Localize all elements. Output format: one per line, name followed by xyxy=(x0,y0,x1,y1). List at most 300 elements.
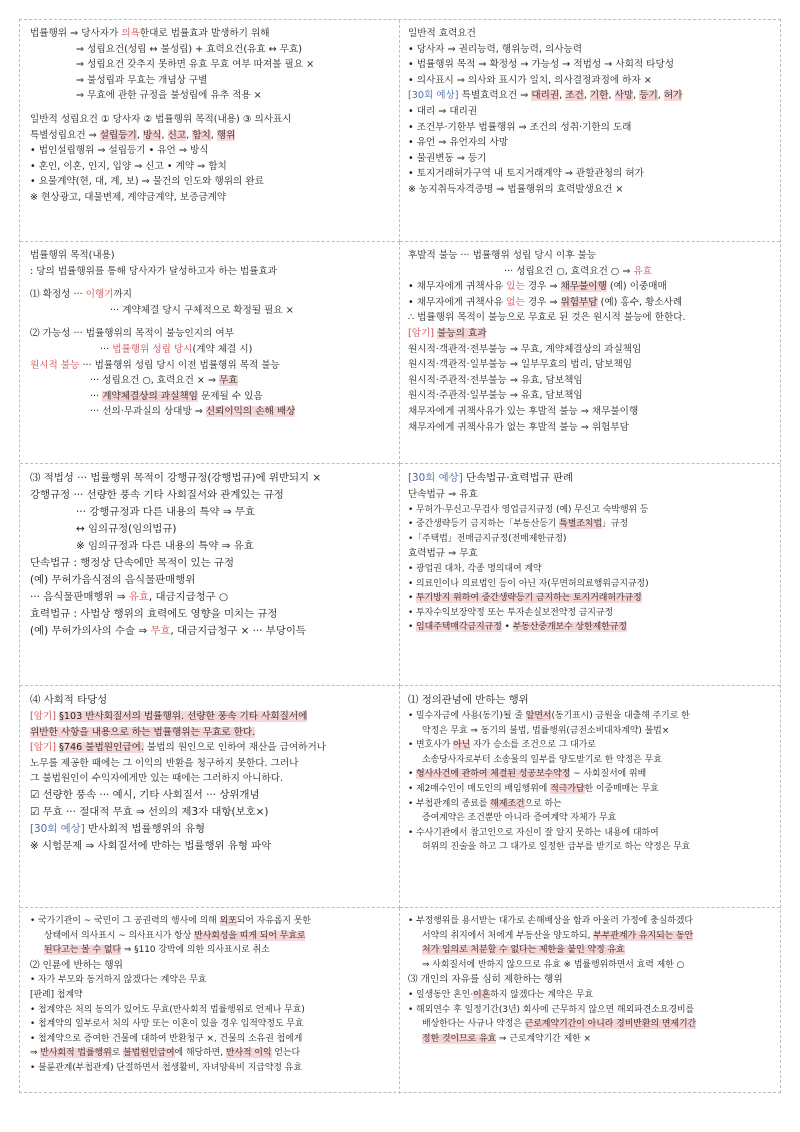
note-line xyxy=(408,562,772,577)
highlighted-text: 위험부담 xyxy=(560,296,598,308)
note-line xyxy=(408,279,772,295)
note-line xyxy=(30,1032,391,1047)
note-text: • 해외연수 후 일정기간(3년) 회사에 근무하지 않으면 해외파견소요경비를 xyxy=(408,1004,695,1015)
emphasis-text: 법률행위 성립 당시 xyxy=(112,343,193,355)
note-text: ··· 강행규정과 다른 내용의 특약 ⇒ 무효 xyxy=(76,506,255,518)
note-line xyxy=(408,914,772,929)
note-line xyxy=(408,310,772,326)
emphasis-text: 무효 xyxy=(150,625,171,637)
note-text: (예) 무허가의사의 수술 ⇒ xyxy=(30,625,151,637)
note-line xyxy=(30,958,391,974)
note-line xyxy=(408,620,772,635)
note-cell-4 xyxy=(400,242,780,464)
note-line xyxy=(30,943,391,958)
note-text: • 조건부·기한부 법률행위 ⇒ 조건의 성취·기한의 도래 xyxy=(408,121,632,133)
note-text: 효력법규 : 사법상 행위의 효력에도 영향을 미치는 규정 xyxy=(30,608,278,620)
note-text: 강행규정 ··· 선량한 풍속 기타 사회질서와 관계있는 규정 xyxy=(30,489,284,501)
note-line xyxy=(30,1003,391,1018)
exam-tag: [30회 예상] xyxy=(408,90,459,102)
note-line xyxy=(408,782,772,797)
highlighted-text: 투기방지 위하여 중간생략등기 금지하는 토지거래허가규정 xyxy=(416,593,642,604)
note-line xyxy=(408,767,772,782)
note-line xyxy=(30,804,391,821)
highlighted-text: 형사사건에 관하여 체결된 성공보수약정 xyxy=(416,769,571,780)
note-text: 채무자에게 귀책사유가 없는 후발적 불능 ⇒ 위험부담 xyxy=(408,421,629,433)
note-text: 한 이중매매는 무효 xyxy=(584,783,659,794)
note-line xyxy=(30,572,391,589)
note-line xyxy=(30,914,391,929)
note-line xyxy=(408,326,772,342)
exam-tag: [30회 예상] xyxy=(408,472,463,484)
note-text: 까지 xyxy=(113,289,133,301)
note-text: • 부첩관계의 종료를 xyxy=(408,798,491,809)
note-line xyxy=(408,342,772,358)
note-text: ⇒ 성립요건(성립 ↔ 불성립) + 효력요건(유효 ↔ 무효) xyxy=(76,43,303,55)
note-text: 법률행위 목적(내용) xyxy=(30,250,115,261)
note-text: • 혼인, 이혼, 인지, 입양 ⇒ 신고 • 계약 ⇒ 합치 xyxy=(30,160,227,172)
note-text: (예) 홍수, 황소사례 xyxy=(597,296,683,308)
note-text: • xyxy=(408,622,417,633)
note-line xyxy=(408,591,772,606)
note-line xyxy=(408,811,772,826)
note-line xyxy=(30,318,391,326)
note-line xyxy=(30,1017,391,1032)
note-line xyxy=(408,470,772,487)
note-line xyxy=(408,943,772,958)
highlighted-text: 부동산중개보수 상한제한규정 xyxy=(512,622,627,633)
note-line xyxy=(408,1003,772,1018)
note-text: • 첩계약은 처의 동의가 있어도 무효(반사회적 법률행위로 언제나 무효) xyxy=(30,1004,305,1015)
note-text: • 투자수익보장약정 또는 투자손실보전약정 금지규정 xyxy=(408,607,614,618)
note-text: • 대리 ⇒ 대리권 xyxy=(408,105,478,117)
note-line xyxy=(30,373,391,389)
note-cell-6 xyxy=(400,464,780,686)
highlighted-text: 조건 xyxy=(565,90,584,102)
note-text: , xyxy=(559,90,566,102)
highlighted-text: 근로계약기간이 아니라 경비반환의 면제기간 xyxy=(524,1019,697,1030)
note-text: 효력법규 ⇒ 무효 xyxy=(408,548,478,560)
note-text: ∴ 법률행위 목적이 불능으로 무효로 된 것은 원시적 불능에 한한다. xyxy=(408,312,686,324)
note-line xyxy=(408,73,772,89)
note-line xyxy=(30,88,391,104)
note-line xyxy=(30,973,391,988)
note-text: 되어 자유롭지 못한 xyxy=(236,916,311,926)
highlighted-text: 신고 xyxy=(167,129,187,141)
note-line xyxy=(408,295,772,311)
note-line xyxy=(30,606,391,623)
note-line xyxy=(30,771,391,787)
note-line xyxy=(408,929,772,944)
highlighted-text: 등기 xyxy=(639,90,658,102)
highlighted-text: 임대주택매각금지규정 xyxy=(416,622,502,633)
note-line xyxy=(30,725,391,741)
note-text: ··· 법률행위 성립 당시 이전 법률행위 목적 불능 xyxy=(79,359,280,371)
note-line xyxy=(30,159,391,175)
note-text: 자가 승소를 조건으로 그 대가로 xyxy=(470,740,596,751)
note-line xyxy=(30,303,391,319)
note-text: • 밀수자금에 사용(동기)될 줄 xyxy=(408,711,526,721)
highlighted-text: 무효 xyxy=(219,375,238,387)
note-text: 에 해당하면, xyxy=(174,1048,226,1059)
note-text: • 일생동안 혼인· xyxy=(408,989,474,1000)
note-text: 소송당사자로부터 소송물의 일부를 양도받기로 한 약정은 무효 xyxy=(422,754,662,765)
note-line xyxy=(408,532,772,547)
note-text: ⇒ §110 강박에 의한 의사표시로 취소 xyxy=(121,945,270,956)
note-text: ⇒ 사회질서에 반하지 않으므로 유효 ※ 법률행위하면서 효력 제한 ○ xyxy=(422,959,685,970)
note-text: 증여계약은 조건뿐만 아니라 증여계약 자체가 무효 xyxy=(422,813,617,824)
highlighted-text: 계약체결상의 과실책임 xyxy=(102,390,198,402)
note-text: ※ 시험문제 ⇒ 사회질서에 반하는 법률행위 유형 파악 xyxy=(30,839,272,852)
note-text: , xyxy=(210,129,217,141)
note-text: • 채무자에게 귀책사유 xyxy=(408,281,507,293)
study-sheet xyxy=(19,19,781,1093)
note-text: ~ 사회질서에 위배 xyxy=(570,769,647,780)
note-text: ⇒ xyxy=(30,1048,41,1059)
note-text: • xyxy=(408,593,417,604)
note-text: 불법의 원인으로 인하여 재산을 급여하거나 xyxy=(143,742,326,754)
note-text: , xyxy=(583,90,590,102)
note-text: • 물권변동 ⇒ 등기 xyxy=(408,152,487,164)
note-line xyxy=(30,404,391,420)
note-text: 후발적 불능 ··· 법률행위 성립 당시 이후 불능 xyxy=(408,250,597,261)
note-text: • xyxy=(501,622,513,633)
note-line xyxy=(408,738,772,753)
note-text: , xyxy=(657,90,664,102)
note-text: 특별효력요건 ⇒ xyxy=(458,90,532,102)
note-text: ··· 성립요건 ○, 효력요건 ○ ⇒ xyxy=(504,265,634,277)
note-text: ⑶ 개인의 자유를 심히 제한하는 행위 xyxy=(408,974,563,986)
note-line xyxy=(408,26,772,42)
note-text: 채무자에게 귀책사유가 있는 후발적 불능 ⇒ 채무불이행 xyxy=(408,405,639,417)
note-line xyxy=(408,577,772,592)
highlighted-text: 이혼 xyxy=(473,989,491,1000)
note-text: • 광업권 대차, 각종 명의대여 계약 xyxy=(408,563,542,574)
note-line xyxy=(30,929,391,944)
note-line xyxy=(30,389,391,405)
note-text: • 첩계약의 일부로서 처의 사망 또는 이혼이 있을 경우 입적약정도 무효 xyxy=(30,1019,304,1030)
note-text: 반사회적 법률행위의 유형 xyxy=(84,822,206,835)
note-text: 단속법규·효력법규 판례 xyxy=(462,472,574,484)
note-line xyxy=(30,358,391,374)
note-text: [판례] 첩계약 xyxy=(30,989,83,1000)
note-line xyxy=(408,135,772,151)
note-line xyxy=(408,57,772,73)
note-text: , xyxy=(186,129,193,141)
highlighted-text: 사망 xyxy=(614,90,634,102)
note-text: , xyxy=(161,129,168,141)
note-text: 」규정 xyxy=(602,519,629,530)
note-text: • 법인설립행위 ⇒ 설립등기 • 유언 ⇒ 방식 xyxy=(30,145,209,157)
note-text: 그 불법원인이 수익자에게만 있는 때에는 그러하지 아니하다. xyxy=(30,773,284,785)
note-line xyxy=(30,73,391,89)
highlighted-text: 처가 임의로 처분할 수 없다는 제한을 붙인 약정 유효 xyxy=(422,945,625,956)
note-text: ☑ 선량한 풍속 ··· 예시, 기타 사회질서 ··· 상위개념 xyxy=(30,788,260,801)
note-line xyxy=(408,840,772,855)
highlighted-text: 부부관계가 유지되는 동안 xyxy=(593,930,694,941)
note-text: 서약의 취지에서 처에게 부동산을 양도하되, xyxy=(422,930,594,941)
note-line xyxy=(408,264,772,280)
note-cell-1 xyxy=(20,20,400,242)
note-line xyxy=(30,709,391,725)
emphasis-text: 이행기 xyxy=(85,289,114,301)
note-text: 원시적·주관적·전부불능 ⇒ 유효, 담보책임 xyxy=(408,374,583,386)
highlighted-text: 반사적 이익 xyxy=(225,1048,272,1059)
note-cell-9 xyxy=(20,908,400,1094)
highlighted-text: 채무불이행 xyxy=(560,281,607,293)
note-line xyxy=(30,555,391,572)
note-line xyxy=(408,104,772,120)
note-cell-10 xyxy=(400,908,780,1094)
note-text: 로 xyxy=(111,1048,124,1059)
note-text: • 중간생략등기 금지하는「부동산등기 xyxy=(408,519,560,530)
note-line xyxy=(408,724,772,739)
note-text: ··· 계약체결 당시 구체적으로 확정될 필요 × xyxy=(110,304,294,316)
note-text: ※ 농지취득자격증명 ⇒ 법률행위의 효력발생요건 × xyxy=(408,183,624,195)
emphasis-text: 있는 xyxy=(506,281,525,293)
note-text: ⑴ 정의관념에 반하는 행위 xyxy=(408,694,529,706)
emphasis-text: 의욕 xyxy=(121,28,140,39)
note-text: 원시적·객관적·전부불능 ⇒ 무효, 계약체결상의 과실책임 xyxy=(408,343,642,355)
note-text: ⑴ 확정성 ··· xyxy=(30,289,86,301)
emphasis-text: 유효 xyxy=(633,265,652,277)
note-line xyxy=(408,166,772,182)
note-text: 특별성립요건 ⇒ xyxy=(30,129,100,141)
note-line xyxy=(30,287,391,303)
note-text: • 유언 ⇒ 유언자의 사망 xyxy=(408,137,509,149)
note-line xyxy=(408,692,772,709)
note-line xyxy=(30,112,391,128)
exam-tag: [30회 예상] xyxy=(30,822,85,835)
note-text: • 첩계약으로 증여한 건물에 대하여 반환청구 ×, 건물의 소유권 첩에게 xyxy=(30,1033,303,1044)
highlighted-text: 정한 것이므로 유효 xyxy=(422,1033,497,1044)
note-line xyxy=(408,388,772,404)
note-text: ↔ 임의규정(임의법규) xyxy=(76,523,177,535)
note-line xyxy=(30,279,391,287)
note-text: 허위의 진술을 하고 그 대가로 일정한 급부를 받기로 하는 약정은 무효 xyxy=(422,842,691,853)
highlighted-text: §103 반사회질서의 법률행위. 선량한 풍속 기타 사회질서에 xyxy=(59,711,308,722)
note-text: ⇒ 근로계약기간 제한 × xyxy=(496,1033,591,1044)
highlighted-text: 적극가담 xyxy=(550,783,585,794)
emphasis-text: [암기] xyxy=(30,742,57,754)
note-text: 일반적 효력요건 xyxy=(408,28,476,39)
note-text: 단속법규 ⇒ 유효 xyxy=(408,489,478,500)
note-line xyxy=(30,174,391,190)
note-line xyxy=(30,42,391,58)
note-line xyxy=(30,787,391,804)
note-line xyxy=(408,958,772,973)
emphasis-text: 원시적 불능 xyxy=(30,359,80,371)
note-line xyxy=(408,248,772,264)
note-cell-5 xyxy=(20,464,400,686)
note-line xyxy=(30,26,391,42)
highlighted-text: 특별조치법 xyxy=(559,519,603,530)
note-text: ··· 성립요건 ○, 효력요건 × ⇒ xyxy=(90,375,220,387)
note-text: , xyxy=(136,129,143,141)
note-line xyxy=(30,1061,391,1076)
note-text: ※ 현상광고, 대물변제, 계약금계약, 보증금계약 xyxy=(30,191,227,203)
highlighted-text: 대리권 xyxy=(531,90,560,102)
note-text: 경우 ⇒ xyxy=(524,296,561,308)
highlighted-text: 설립등기 xyxy=(99,129,137,141)
note-cell-2 xyxy=(400,20,780,242)
note-text: 상태에서 의사표시 ~ 의사표시가 항상 xyxy=(44,930,195,941)
note-text: 얻는다 xyxy=(271,1048,301,1059)
note-line xyxy=(30,470,391,487)
note-text: ※ 임의규정과 다른 내용의 특약 ⇒ 유효 xyxy=(76,540,254,552)
highlighted-text: 합치 xyxy=(192,129,211,141)
highlighted-text: 불능의 효과 xyxy=(437,327,487,339)
note-text: • 변호사가 xyxy=(408,740,454,751)
note-text: 노무를 제공한 때에는 그 이익의 반환을 청구하지 못한다. 그러나 xyxy=(30,757,299,769)
note-line xyxy=(408,709,772,724)
note-text: • 토지거래허가구역 내 토지거래계약 ⇒ 관할관청의 허가 xyxy=(408,168,644,180)
note-text: • 국가기관이 ~ 국민이 그 공권력의 행사에 의해 xyxy=(30,916,220,926)
note-cell-7 xyxy=(20,686,400,908)
note-text: 하지 않겠다는 계약은 무효 xyxy=(490,989,594,1000)
note-line xyxy=(408,373,772,389)
note-text: ⑶ 적법성 ··· 법률행위 목적이 강행규정(강행법규)에 위반되지 × xyxy=(30,472,322,484)
emphasis-text: [암기] xyxy=(408,327,435,339)
note-text: • 의사표시 ⇒ 의사와 표시가 일치, 의사결정과정에 하자 × xyxy=(408,74,652,86)
highlighted-text: 허가 xyxy=(663,90,683,102)
note-text: ··· xyxy=(100,343,113,355)
note-line xyxy=(408,487,772,503)
note-line xyxy=(408,503,772,518)
note-line xyxy=(30,248,391,264)
note-line xyxy=(30,538,391,555)
note-text: • 채무자에게 귀책사유 xyxy=(408,296,507,308)
highlighted-text: 된다고는 볼 수 없다 xyxy=(44,945,122,956)
note-line xyxy=(408,972,772,988)
highlighted-text: 행위 xyxy=(216,129,236,141)
note-line xyxy=(30,342,391,358)
note-text: , xyxy=(608,90,615,102)
note-text: ☑ 무효 ··· 절대적 무효 ⇒ 선의의 제3자 대항(보호×) xyxy=(30,805,269,818)
note-line xyxy=(30,190,391,206)
note-text: • 의료인이나 의료법인 등이 아닌 자(무면허의료행위금지규정) xyxy=(408,578,649,589)
note-text: (예) 무허가음식점의 음식물판매행위 xyxy=(30,574,196,586)
highlighted-text: 아닌 xyxy=(453,740,471,751)
highlighted-text: 반사회적 법률행위 xyxy=(40,1048,112,1059)
note-text: 약정은 무효 ⇒ 동기의 불법, 법률행위(금전소비대차계약) 불법× xyxy=(422,725,670,736)
note-line xyxy=(408,517,772,532)
note-line xyxy=(30,740,391,756)
note-text: • xyxy=(408,769,417,780)
note-text: , 대금지급청구 × ··· 부당이득 xyxy=(170,625,306,637)
note-text: • 무허가·무신고·무검사 영업금지규정 (예) 무신고 숙박행위 등 xyxy=(408,504,649,515)
note-text: , 대금지급청구 ○ xyxy=(148,591,229,603)
note-text: • 불륜관계(부첩관계) 단절하면서 첩생활비, 자녀양육비 지급약정 유효 xyxy=(30,1062,302,1073)
note-text: ⑷ 사회적 타당성 xyxy=(30,694,108,706)
highlighted-text: 기한 xyxy=(589,90,609,102)
note-line xyxy=(408,1017,772,1032)
note-line xyxy=(408,42,772,58)
note-text: ··· 음식물판매행위 ⇒ xyxy=(30,591,129,603)
note-text: • 법률행위 목적 ⇒ 확정성 → 가능성 → 적법성 → 사회적 타당성 xyxy=(408,59,674,71)
note-text: • 수사기관에서 참고인으로 자신이 잘 알지 못하는 내용에 대하여 xyxy=(408,827,659,838)
note-line xyxy=(408,120,772,136)
note-line xyxy=(30,487,391,504)
note-text: ··· 선의·무과실의 상대방 ⇒ xyxy=(90,406,206,418)
note-text: (동기표시) 금원을 대출해 주기로 한 xyxy=(551,711,690,721)
highlighted-text: 불법원인급여 xyxy=(123,1048,175,1059)
note-line xyxy=(408,1032,772,1047)
highlighted-text: 위반한 사항을 내용으로 하는 법률행위는 무효로 한다. xyxy=(30,726,256,738)
note-text: 한대로 법률효과 발생하기 위해 xyxy=(139,28,270,39)
note-text: 배상한다는 사규나 약정은 xyxy=(422,1019,525,1030)
note-line xyxy=(30,623,391,640)
note-text: ⇒ 무효에 관한 규정을 불성립에 유추 적용 × xyxy=(76,90,262,102)
note-line xyxy=(30,143,391,159)
note-text: ⑵ 가능성 ··· 법률행위의 목적이 불능인지의 여부 xyxy=(30,328,234,340)
note-line xyxy=(30,1046,391,1061)
note-line xyxy=(30,128,391,144)
note-line xyxy=(30,838,391,855)
note-line xyxy=(408,182,772,198)
note-line xyxy=(30,756,391,772)
note-text: ⑵ 인륜에 반하는 행위 xyxy=(30,959,123,971)
note-line xyxy=(30,326,391,342)
note-line xyxy=(408,357,772,373)
highlighted-text: §746 불법원인급여. xyxy=(59,742,144,754)
note-text: 법률행위 ⇒ 당사자가 xyxy=(30,28,122,39)
note-line xyxy=(408,606,772,621)
note-line xyxy=(408,753,772,768)
note-line xyxy=(408,826,772,841)
note-text: • 당사자 ⇒ 권리능력, 행위능력, 의사능력 xyxy=(408,43,583,55)
note-line xyxy=(30,692,391,709)
note-text: , xyxy=(633,90,640,102)
note-line xyxy=(30,589,391,606)
note-line xyxy=(30,521,391,538)
note-line xyxy=(408,404,772,420)
note-line xyxy=(408,88,772,104)
note-line xyxy=(30,57,391,73)
note-text: 단속법규 : 행정상 단속에만 목적이 있는 규정 xyxy=(30,557,234,569)
note-text: 원시적·주관적·일부불능 ⇒ 유효, 담보책임 xyxy=(408,390,583,402)
note-line xyxy=(30,264,391,280)
highlighted-text: 외포 xyxy=(219,916,237,926)
note-line xyxy=(408,797,772,812)
highlighted-text: 방식 xyxy=(142,129,162,141)
emphasis-text: 유효 xyxy=(128,591,149,603)
note-text: 일반적 성립요건 ① 당사자 ② 법률행위 목적(내용) ③ 의사표시 xyxy=(30,113,292,125)
highlighted-text: 신뢰이익의 손해 배상 xyxy=(205,406,296,418)
note-text: : 당의 법률행위를 통해 당사자가 달성하고자 하는 법률효과 xyxy=(30,265,278,277)
emphasis-text: [암기] xyxy=(30,711,57,722)
note-text: • 요물계약(현, 대, 계, 보) ⇒ 물건의 인도와 행위의 완료 xyxy=(30,176,264,188)
note-cell-3 xyxy=(20,242,400,464)
note-text: 원시적·객관적·일부불능 ⇒ 일부무효의 법리, 담보책임 xyxy=(408,359,633,371)
note-text: 경우 ⇒ xyxy=(524,281,561,293)
note-text: ⇒ 성립요건 갖추지 못하면 유효 무효 여부 따져볼 필요 × xyxy=(76,59,315,71)
note-text: • 부정행위를 용서받는 대가로 손해배상을 함과 아울러 가정에 충실하겠다 xyxy=(408,916,693,926)
note-cell-8 xyxy=(400,686,780,908)
note-line xyxy=(408,546,772,562)
note-text: (계약 체결 시) xyxy=(192,343,253,355)
note-line xyxy=(408,151,772,167)
note-text: • 자가 부모와 동거하지 않겠다는 계약은 무효 xyxy=(30,975,207,986)
note-line xyxy=(30,988,391,1003)
emphasis-text: 없는 xyxy=(506,296,525,308)
note-text: ··· xyxy=(90,390,103,402)
note-text: ⇒ 불성립과 무효는 개념상 구별 xyxy=(76,74,208,86)
note-line xyxy=(30,821,391,838)
note-line xyxy=(408,988,772,1003)
note-text: • 제2매수인이 매도인의 배임행위에 xyxy=(408,783,551,794)
note-line xyxy=(408,420,772,436)
note-line xyxy=(30,504,391,521)
